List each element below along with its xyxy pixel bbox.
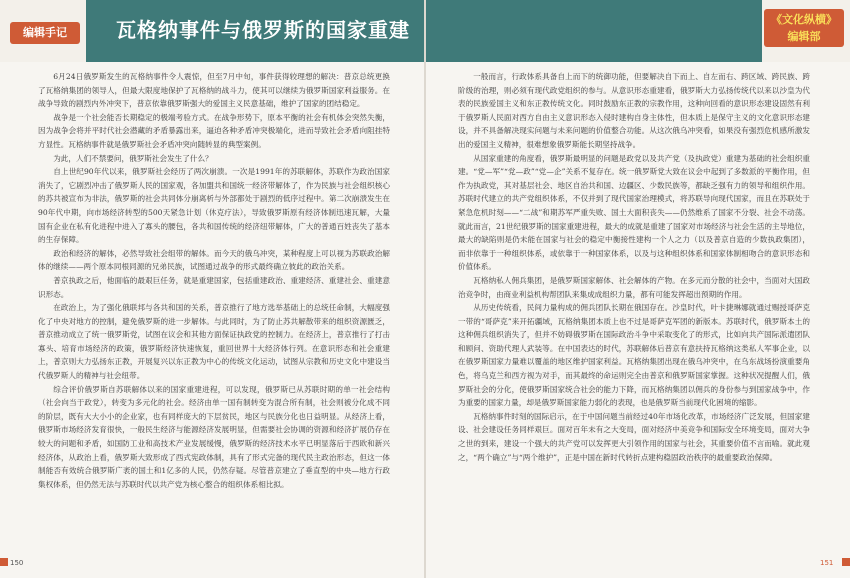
- paragraph: 综合评价俄罗斯自苏联解体以来的国家重建进程，可以发现，俄罗斯已从苏联时期的单一社会结构（社会向当于政党），转变为多元化的社会。经济由单一国有制转变为混合所有制，社会则被分化成不同的阶层，既有大大小小的企业家，也有同样庞大的下层贫民，地区与民族分化也日益明显。从经济上看，俄罗斯市场经济发育很快，一般民生经济与能源经济发展明显，但需要社会协调的资源和经济扩展仍存在较大的问题和矛盾，如国防工业和高技术产业发展缓慢，俄罗斯的经济技术水平已明显落后于西欧和新兴经济体，从政治上看，俄罗斯大致形成了西式宪政体制，具有了形式完备的现代民主政治形态，但这一体制能否有效统合俄罗斯广袤的国土和1亿多的人民，仍然存疑。尽管普京建立了垂直型的中央—地方行政集权体系，但仍然无法与苏联时代以共产党为核心整合的组织体系相比拟。: [38, 384, 390, 489]
- left-column: [38, 70, 390, 548]
- paragraph: 从历史传统看，民间力量构成的佣兵团队长期在俄国存在。沙皇时代，叶卡捷琳娜就通过赐授哥萨克一带的“哥萨克”来开拓疆域，瓦格纳集团本质上也不过是哥萨克军团的新版本。苏联时代，俄罗斯本土的这种佣兵组织消失了，但并不妨碍俄罗斯在国际政治斗争中采取变化了的形式，比如向共产国际派遣团队和顾问、资助代理人武装等。在中国表达的时代，苏联解体后普京有意扶持瓦格纳这类私人军事企业，以在俄罗斯国家力量难以覆盖的地区维护国家利益。瓦格纳集团出现在俄乌冲突中，在乌东战场扮演重要角色，将乌克兰和西方视为对手，而其最终的命运则完全由普京和俄罗斯国家掌握。这种状况提醒人们，俄罗斯社会的分化，使俄罗斯国家统合社会的能力下降，而瓦格纳集团以佣兵的身份参与到国家战争中，作为重要的国家力量，却是俄罗斯国家能力弱化的表现，也是俄罗斯当前现代化困境的缩影。: [458, 303, 810, 408]
- page-fold: [424, 0, 426, 578]
- article-title: 瓦格纳事件与俄罗斯的国家重建: [116, 18, 410, 42]
- paragraph: 瓦格纳事件时刻的国际启示，在于中国问题当前经过40年市场化改革，市场经济广泛发展，但国家建设、社会建设任务同样艰巨。面对百年未有之大变局，面对经济中美竞争和国际安全环境变局，面对大争之世的到来，建设一个强大的共产党可以发挥更大引领作用的国家与社会，其重要价值不言而喻。就此观之，“两个确立”与“两个维护”，正是中国在新时代转折点建构稳固政治秩序的最重要政治保障。: [458, 411, 810, 462]
- paragraph: 自上世纪90年代以来，俄罗斯社会经历了两次崩溃。一次是1991年的苏联解体，苏联作为政治国家消失了，它剧烈冲击了俄罗斯人民的国家观，各加盟共和国统一经济带解体了，作为民族与社会组织核心的苏共被宣布为非法，俄罗斯的社会共同体分崩离析与外部都处于剧烈的低序过程中。第二次崩溃发生在90年代中期，向市场经济转型的500天紧急计划（休克疗法），导致俄罗斯原有经济体制迅速瓦解，大量国有企业在私有化进程中进入了寡头的腰包，各共和国传统的经济纽带解体，广大的普通百姓丧失了基本的生存保障。: [38, 167, 390, 245]
- paragraph: 在政治上，为了强化俄联邦与各共和国的关系，普京推行了地方选举基础上的总统任命制，大幅度强化了中央对地方的控制，避免俄罗斯的进一步解体。与此同时，为了防止苏共解散带来的组织资源匮乏，普京推动成立了统一俄罗斯党，试图在议会和其他方面保证执政党的控制力。在经济上，普京推行了打击寡头、培育市场经济的政策，俄罗斯经济快速恢复，重回世界十大经济体行列。在意识形态和社会重建上，普京则大力弘扬东正教，开展复兴以东正教为中心的传统文化运动，试图从宗教和历史文化中建设当代俄罗斯人的精神与社会纽带。: [38, 303, 390, 381]
- paragraph: 战争是一个社会能否长期稳定的极端考验方式。在战争形势下，原本平衡的社会有机体会突然失衡，因为战争会将并平时代社会潜藏的矛盾暴露出来，逼迫各种矛盾冲突极端化，进而导致社会矛盾向阻挂特方显性。瓦格纳事件就是俄罗斯社会矛盾冲突向随转显的典型案例。: [38, 112, 390, 149]
- corner-mark-left: [0, 558, 8, 566]
- column-tag: [764, 9, 844, 47]
- paragraph: 从国家重建的角度看，俄罗斯最明显的问题是政党以及共产党（及执政党）重建为基础的社会组织重建。“党—军”“党—政”“党—企”关系不复存在。统一俄罗斯党大致在议会中起到了多数派的平衡作用，但作为执政党，其对基层社会、地区自治共和国、边疆区、少数民族等，都缺乏强有力的领导和组织作用。苏联时代建立的共产党组织体系，不仅并到了现代国家治理模式，将苏联导向现代国家，而且在苏联处于紧急危机时刻——“二战”和期苏军严重失败、国土大面积丧失——仍然维系了国家不分裂、社会不动荡。就此而言，21世纪俄罗斯的国家重建进程，最大的成就是重建了国家对市场经济与社会生活的主导地位，最大的缺陷则是仍未能在国家与社会的稳定中衡接性建构一个人之力（以及普京自造的少数执政集团），而非依靠于一种组织体系，或依靠于一种国家体系，以及与这种组织体系和国家体制相吻合的意识形态和价值体系。: [458, 153, 810, 272]
- column-tag-line2: 编辑部: [787, 30, 821, 43]
- page-number-right: 151: [820, 559, 834, 567]
- section-tag: 编辑手记: [10, 22, 80, 44]
- corner-mark-right: [842, 558, 850, 566]
- paragraph: 普京执政之后，他面临的最艰巨任务，就是重建国家，包括重建政治、重建经济、重建社会、重建意识形态。: [38, 275, 390, 299]
- paragraph: 政治和经济的解体，必然导致社会组带的解体。而今天的俄乌冲突，某种程度上可以视为苏联政治解体的继续——两个原本同根同源的兄弟民族，试图通过战争的形式最终确立彼此的政治关系。: [38, 248, 390, 272]
- column-tag-line1: 《文化纵横》: [771, 13, 837, 26]
- paragraph: 瓦格纳私人佣兵集团，是俄罗斯国家解体、社会解体的产物。在多元而分散的社会中，当面对大国政治竞争时，由商业利益机构帮团队来集成成组织力量，都有可能发挥超出预期的作用。: [458, 275, 810, 299]
- paragraph: 为此，人们不禁要问，俄罗斯社会发生了什么？: [53, 153, 213, 163]
- right-column: [458, 70, 810, 548]
- paragraph: 6月24日俄罗斯发生的瓦格纳事件令人震惊，但至7月中旬，事件获得较理想的解决：普京总统更换了瓦格纳集团的领导人，但最大限度地保护了瓦格纳的战斗力，使其可以继续为俄罗斯国家利益服务。在战争导致的剧烈内外冲突下，普京依靠俄罗斯强大的爱国主义民意基础，维护了国家的团结稳定。: [38, 72, 390, 109]
- page-number-left: 150: [10, 559, 24, 567]
- paragraph: 一般而言，行政体系具备自上而下的统御功能，但要解决自下而上、自左而右、跨区域、跨民族、跨阶级的治理，则必须有现代政党组织的参与。从意识形态重建看，俄罗斯大力弘扬传统代以来以沙皇为代表的民族爱国主义和东正教传统文化。同时鼓励东正教的宗教作用，这种向回看的意识形态建设固然有利于俄罗斯人民面对西方自由主义意识形态入侵时建构自身主体性，但本质上是保守主义的文化意识形态建设，并不具备解决现实问题与未来问题的价值整合功能。从这次俄乌冲突看，如果没有强烈危机感所激发出的爱国主义精神，很难想象俄罗斯能长期坚持战争。: [458, 72, 810, 149]
